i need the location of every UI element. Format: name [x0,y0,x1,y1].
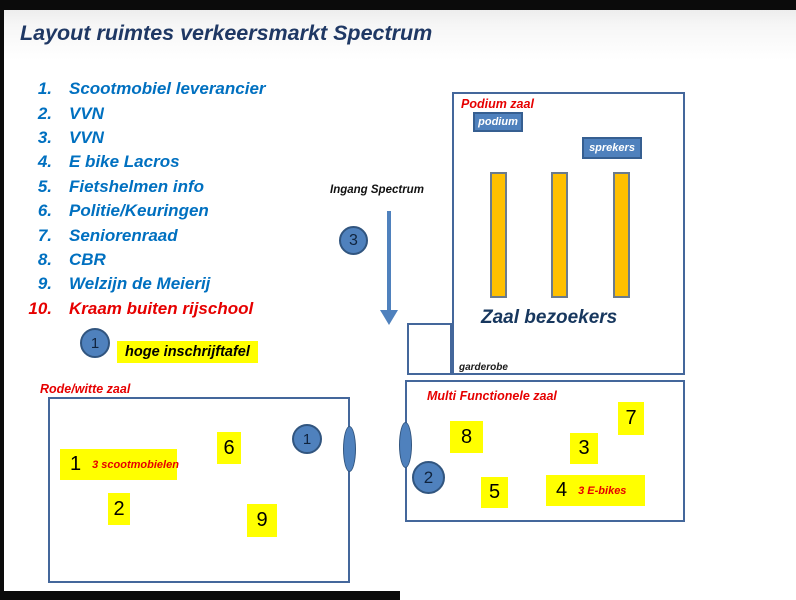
stand-1 [60,449,177,480]
stand-note: 3 E-bikes [578,484,627,497]
legend-item-label: Fietshelmen info [69,176,205,196]
circle-number: 1 [302,430,312,448]
entrance-arrow-line [387,211,391,311]
legend-item-number: 4. [37,152,52,172]
circle-number: 2 [423,467,434,487]
legend-item-6 [22,199,266,223]
seating-row-bar [490,172,507,298]
entrance-arrow-head-icon [380,310,398,325]
legend-list [22,77,266,321]
podium-room-box [452,92,685,375]
stand-note: 3 scootmobielen [92,458,179,471]
registration-circle-1 [80,328,110,358]
cloakroom-annex-box [407,323,452,375]
circle-number: 3 [349,231,358,249]
legend-item-label: Welzijn de Meierij [69,274,211,294]
legend-item-label: VVN [69,103,104,123]
audience-area-label: Zaal bezoekers [481,307,618,328]
legend-item-1 [22,77,266,101]
seating-row-bar [613,172,630,298]
left-black-bar [0,0,4,594]
legend-item-number: 1. [37,79,52,99]
stand-2: 2 [108,493,130,525]
circle-number: 1 [90,334,100,352]
podium-room-label: Podium zaal [461,97,534,111]
multi-room-circle-2 [412,461,445,494]
legend-item-label: Seniorenraad [69,225,178,245]
legend-item-number: 5. [37,176,52,196]
multi-room-door [399,422,412,468]
red-white-room-door [343,426,356,472]
red-white-room-label: Rode/witte zaal [40,382,131,396]
legend-item-number: 2. [37,103,52,123]
stand-5: 5 [481,477,508,508]
legend-item-label: Scootmobiel leverancier [69,79,266,99]
multi-room-label: Multi Functionele zaal [427,389,557,403]
entrance-circle-3 [339,226,368,255]
legend-item-8 [22,248,266,272]
entrance-label: Ingang Spectrum [330,184,424,196]
podium-stage-block: podium [473,112,523,132]
page-title: Layout ruimtes verkeersmarkt Spectrum [20,21,433,45]
legend-item-9 [22,272,266,296]
legend-item-3 [22,126,266,150]
stand-4 [546,475,645,506]
legend-item-number: 10. [28,298,52,318]
stand-6: 6 [217,432,241,464]
stand-7: 7 [618,402,644,435]
registration-table-label: hoge inschrijftafel [117,341,258,363]
legend-item-7 [22,223,266,247]
legend-item-number: 7. [37,225,52,245]
stand-8: 8 [450,421,483,453]
stand-3: 3 [570,433,598,464]
stand-number: 4 [556,479,568,501]
legend-item-number: 8. [37,249,52,269]
legend-item-label: CBR [69,249,106,269]
stand-number: 1 [70,453,82,475]
legend-item-label: VVN [69,127,104,147]
legend-item-number: 6. [37,201,52,221]
legend-item-2 [22,101,266,125]
bottom-black-bar [0,591,400,600]
legend-item-number: 9. [37,274,52,294]
legend-item-label: Kraam buiten rijschool [69,298,254,318]
seating-row-bar [551,172,568,298]
legend-item-5 [22,175,266,199]
legend-item-4 [22,150,266,174]
cloakroom-label: garderobe [459,362,508,373]
top-black-bar [0,0,796,10]
legend-item-10 [22,297,266,321]
legend-item-label: Politie/Keuringen [69,201,209,221]
speakers-block: sprekers [582,137,642,159]
red-white-room-circle-1 [292,424,322,454]
legend-item-label: E bike Lacros [69,152,180,172]
stand-9: 9 [247,504,277,537]
legend-item-number: 3. [37,127,52,147]
